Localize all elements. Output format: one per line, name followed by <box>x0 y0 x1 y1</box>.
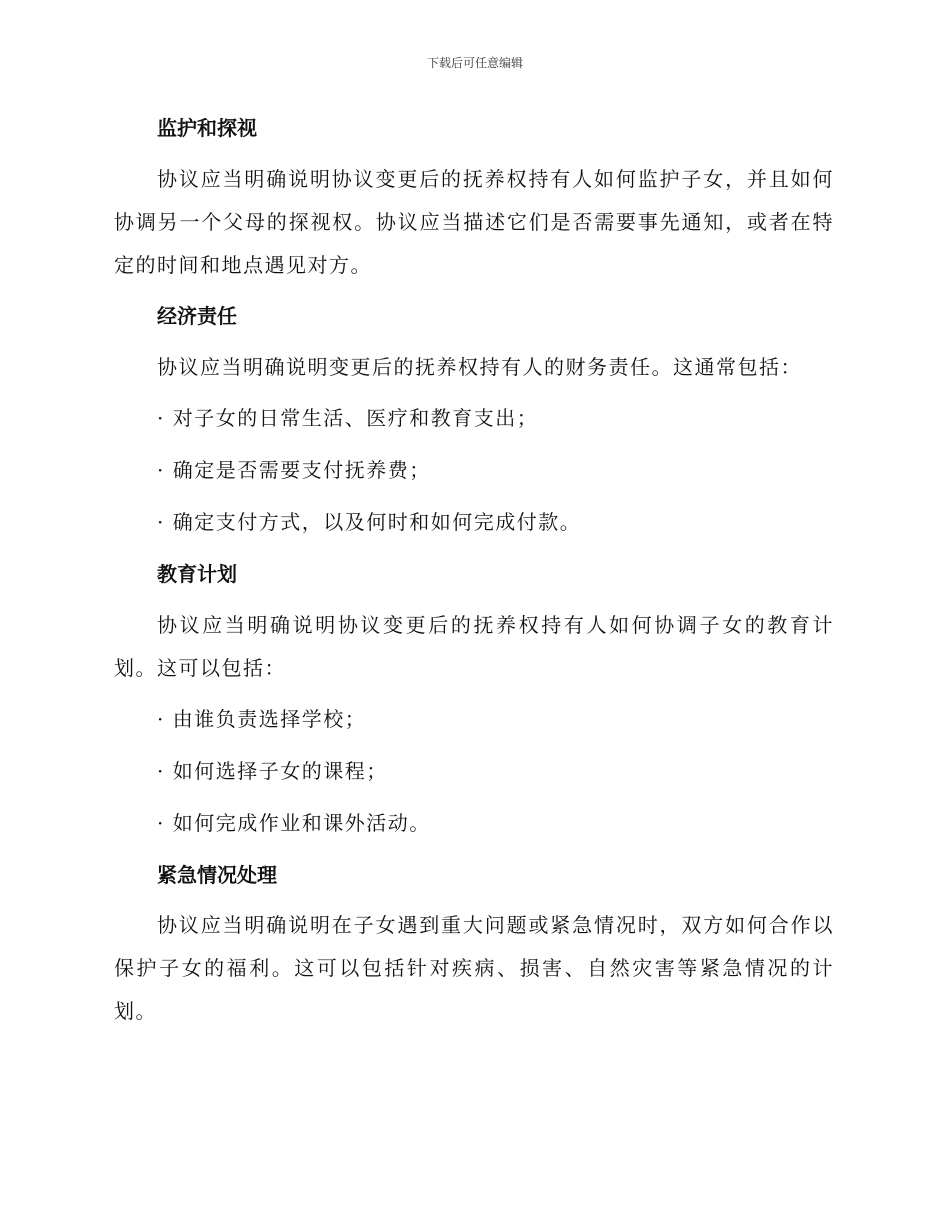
section-heading: 紧急情况处理 <box>157 863 277 887</box>
list-item: · 确定支付方式，以及何时和如何完成付款。 <box>157 510 582 534</box>
list-item: · 确定是否需要支付抚养费； <box>157 458 431 482</box>
page-header: 下载后可任意编辑 <box>426 56 523 70</box>
section-heading: 教育计划 <box>157 562 237 586</box>
section-paragraph: 协议应当明确说明在子女遇到重大问题或紧急情况时，双方如何合作以保护子女的福利。这可以包括针对疾病、损害、自然灾害等紧急情况的计划。 <box>114 913 834 1023</box>
list-item: · 由谁负责选择学校； <box>157 707 367 731</box>
section-paragraph: 协议应当明确说明协议变更后的抚养权持有人如何监护子女，并且如何协调另一个父母的探视权。协议应当描述它们是否需要事先通知，或者在特定的时间和地点遇见对方。 <box>114 167 834 277</box>
list-item: · 如何选择子女的课程； <box>157 759 388 783</box>
section-heading: 经济责任 <box>157 304 237 328</box>
section-heading: 监护和探视 <box>157 116 257 140</box>
list-item: · 对子女的日常生活、医疗和教育支出； <box>157 406 539 430</box>
section-paragraph: 协议应当明确说明协议变更后的抚养权持有人如何协调子女的教育计划。这可以包括： <box>114 613 834 680</box>
list-item: · 如何完成作业和课外活动。 <box>157 811 431 835</box>
section-paragraph: 协议应当明确说明变更后的抚养权持有人的财务责任。这通常包括： <box>157 355 802 379</box>
